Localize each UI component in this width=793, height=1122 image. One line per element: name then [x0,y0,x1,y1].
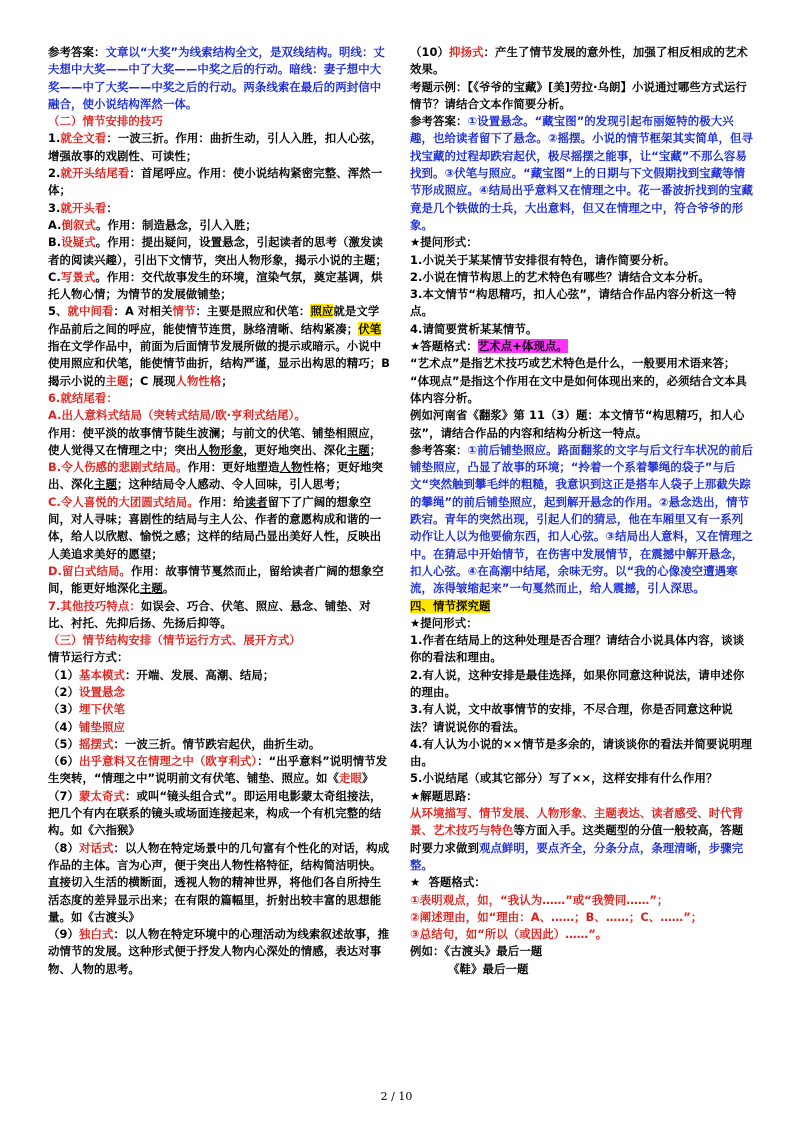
section-heading-3: （三）情节结构安排（情节运行方式、展开方式） [48,633,301,648]
run-6: （6）出乎意料又在情理之中（欧亨利式）：“出乎意料”说明情节发生突转，“情理之中”说明前文有伏笔、铺垫、照应。如《走眼》 [48,754,388,786]
prompt-3: 3.有人说，文中故事情节的安排，不尽合理，你是否同意这种说法？请说说你的看法。 [410,702,733,734]
page-number: 2 / 10 [380,1090,413,1103]
answer-1: 参考答案：①设置悬念。“藏宝图”的发现引起布丽姬特的极大兴趣，也给读者留下了悬念。②摇摆。小说的情节框架其实简单，但寻找宝藏的过程却跌宕起伏，极尽摇摆之能事，让“宝藏”不那么容易找到。③伏笔与照应。“藏宝图”上的日期与下文假期找到宝藏等情节形成照应。④结局出乎意料又在情理之中。花一番波折找到的宝藏竟是几个铁做的士兵，大出意料，但又在情理之中，符合爷爷的形象。 [410,114,753,232]
example-3: 例如：《古渡头》最后一题 [410,944,543,959]
art-point-explain: “艺术点”是指艺术技巧或艺术特色是什么，一般要用术语来答； [410,356,736,371]
section-heading-2: （二）情节安排的技巧 [48,114,163,129]
answer-paragraph: 参考答案：文章以“大奖”为线索结构全文，是双线结构。明线：丈夫想中大奖——中了大奖——中奖之后的行动。暗线：妻子想中大奖——中了大奖——中奖之后的行动。两条线索在最后的两封信中融合，使小说结构浑然一体。 [48,45,385,111]
prompt-2: 2.有人说，这种安排是最佳选择，如果你同意这种说法，请申述你的理由。 [410,667,745,699]
ending-c: C.令人喜悦的大团圆式结局。作用：给读者留下了广阔的想象空间，对人寻味；喜剧性的结局与主人公、作者的意愿构成和谐的一体，给人以欣慰、愉悦之感；这样的结局凸显出美好人性，反映出人美追求美好的愿望； [48,494,382,561]
step-2: ②阐述理由，如“理由：A、……；B、……；C、……”； [410,909,703,924]
solving-idea-title: ★解题思路： [410,788,478,803]
embody-point-explain: “体现点”是指这个作用在文中是如何体现出来的，必须结合文本具体内容分析。 [410,373,747,405]
run-5: （5）摇摆式：一波三折。情节跌宕起伏，曲折生动。 [48,736,321,751]
run-3: （3）埋下伏笔 [48,702,125,717]
technique-6: 6.就结尾看： [48,390,118,405]
step-3: ③总结句，如“所以（或因此）……”。 [410,927,608,942]
answer-2: 参考答案：①前后铺垫照应。路面翻浆的文字与后文行车状况的前后铺垫照应，凸显了故事的环境；“拎着一个系着攀绳的袋子”与后文“突然触到攀毛绊的粗糙，我意识到这正是搭车人袋子上那截失踪的攀绳”的前后铺垫照应，起到解开悬念的作用。②悬念迭出，情节跌宕。青年的突然出现，引起人们的猜忌，他在车厢里又有一系列动作让人以为他要偷东西，扣人心弦。③结局出人意料，又在情理之中。在猜忌中开始情节，在伤害中发展情节，在震撼中解开悬念，扣人心弦。④在高潮中结尾，余味无穷。以“我的心像凌空遭遇寒流，冻得皱缩起来”一句戛然而止，给人震撼，引人深思。 [410,442,753,596]
exam-example: 考题示例：【《爷爷的宝藏》[美]劳拉·乌朗】小说通过哪些方式运行情节？请结合文本作简要分析。 [410,79,747,111]
section-heading-4: 四、情节探究题 [410,598,491,613]
answer-format-2: ★ 答题格式： [410,875,486,890]
ending-a-title: A.出人意料式结局（突转式结局/欧·亨利式结尾）。 [48,408,306,423]
run-9: （9）独白式：以人物在特定环境中的心理活动为线索叙述故事，推动情节的发展。这种形式便于抒发人物内心深处的情感，表达对事物、人物的思考。 [48,927,390,976]
technique-3c: C.写景式。作用：交代故事发生的环境，渲染气氛，奠定基调，烘托人物心情；为情节的发展做铺垫； [48,269,383,302]
run-4: （4）铺垫照应 [48,719,125,734]
left-column [48,44,395,978]
right-column [410,44,754,978]
question-form-title-2: ★提问形式： [410,615,478,630]
question-form-title: ★提问形式： [410,235,478,250]
ending-d: D.留白式结局。作用：故事情节戛然而止，留给读者广阔的想象空间，能更好地深化主题。 [48,563,384,596]
example-2: 例如河南省《翻浆》第 11（3）题：本文情节“构思精巧，扣人心弦”，请结合作品的内容和结构分析这一特点。 [410,408,745,440]
question-2: 2.小说在情节构思上的艺术特色有哪些？请结合文本分析。 [410,269,710,284]
run-7: （7）蒙太奇式：或叫“镜头组合式”。即运用电影蒙太奇组接法，把几个有内在联系的镜头或场面连接起来，构成一个有机完整的结构。如《六指猴》 [48,788,382,838]
technique-7: 7.其他技巧特点：如误会、巧合、伏笔、照应、悬念、铺垫、对比、衬托、先抑后扬、先扬后抑等。 [48,598,371,630]
technique-2: 2.就开头结尾看：首尾呼应。作用：使小说结构紧密完整、浑然一体； [48,166,383,198]
run-2: （2）设置悬念 [48,684,125,699]
answer-format: ★答题格式：艺术点+体现点。 [410,339,568,354]
example-4: 《鞋》最后一题 [448,961,529,976]
question-4: 4.请简要赏析某某情节。 [410,321,538,336]
run-1: （1）基本模式：开端、发展、高潮、结局； [48,667,275,682]
question-3: 3.本文情节“构思精巧，扣人心弦”，请结合作品内容分析这一特点。 [410,287,737,319]
technique-5: 5、就中间看：A 对相关情节：主要是照应和伏笔：照应就是文学作品前后之间的呼应，能使情节连贯，脉络清晰、结构紧凑；伏笔指在文学作品中，前面为后面情节发展所做的提示或暗示。小说中使用照应和伏笔，能使情节曲折，结构严谨，显示出构思的精巧；B 揭示小说的主题；C 展现人物性格； [48,304,395,388]
run-10: （10）抑扬式：产生了情节发展的意外性，加强了相反相成的艺术效果。 [410,45,748,77]
technique-3a: A.倒叙式。作用：制造悬念，引人入胜； [48,217,257,232]
ending-b: B.令人伤感的悲剧式结局。作用：更好地塑造人物性格；更好地突出、深化主题；这种结局令人感动、令人回味，引人思考； [48,460,383,492]
technique-3: 3.就开头看： [48,200,118,215]
run-methods-title: 情节运行方式： [48,650,129,665]
run-8: （8）对话式：以人物在特定场景中的几句富有个性化的对话，构成作品的主体。言为心声，便于突出人物性格特征，结构简洁明快。直接切入生活的横断面，透视人物的精神世界，将他们各自所持生活态度的差异显示出来；在有限的篇幅里，折射出较丰富的思想能量。如《古渡头》 [48,840,390,924]
technique-1: 1.就全文看：一波三折。作用：曲折生动，引人入胜，扣人心弦，增强故事的戏剧性、可读性； [48,131,383,163]
prompt-4: 4.有人认为小说的××情节是多余的，请谈谈你的看法并简要说明理由。 [410,736,752,769]
ending-a-effect: 作用：使平淡的故事情节陡生波澜；与前文的伏笔、铺垫相照应，使人觉得又在情理之中；突出人物形象，更好地突出、深化主题； [48,425,382,457]
prompt-1: 1.作者在结局上的这种处理是否合理？请结合小说具体内容，谈谈你的看法和理由。 [410,633,745,665]
prompt-5: 5.小说结尾（或其它部分）写了××，这样安排有什么作用？ [410,771,718,786]
step-1: ①表明观点，如，“我认为……”或“我赞同……”； [410,892,669,907]
question-1: 1.小说关于某某情节安排很有特色，请作简要分析。 [410,252,676,267]
solving-idea-text: 从环境描写、情节发展、人物形象、主题表达、读者感受、时代背景、艺术技巧与特色等方面入手。这类题型的分值一般较高，答题时要力求做到观点鲜明，要点齐全，分条分点，条理清晰，步骤完整。 [410,806,744,872]
technique-3b: B.设疑式。作用：提出疑问，设置悬念，引起读者的思考（激发读者的阅读兴趣），引出下文情节，突出人物形象，揭示小说的主题； [48,235,388,267]
